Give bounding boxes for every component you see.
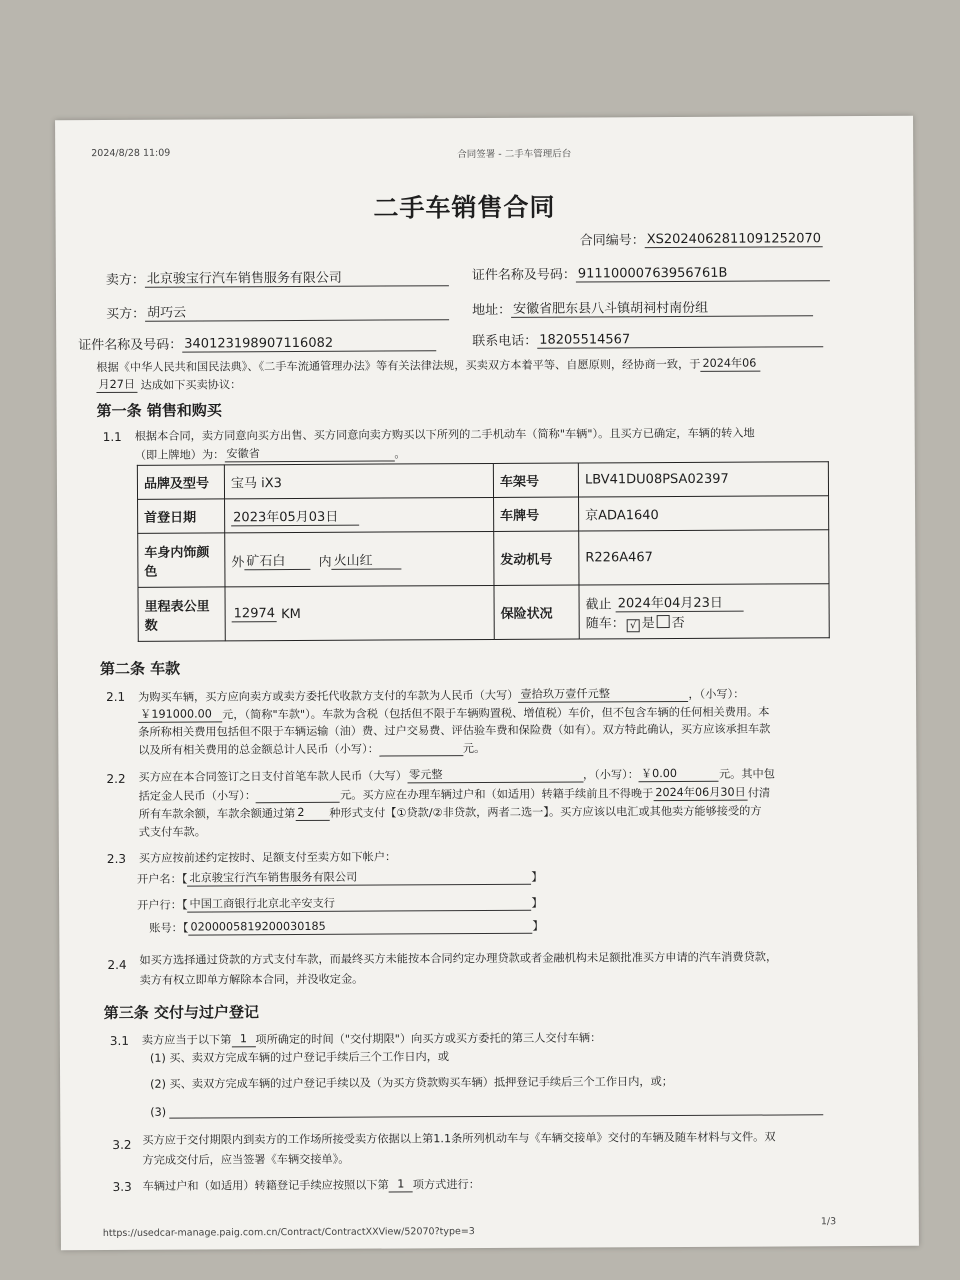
section-1-title: 第一条 销售和购买 bbox=[96, 401, 222, 421]
clause-1-1-number: 1.1 bbox=[102, 429, 122, 445]
print-datetime: 2024/8/28 11:09 bbox=[91, 147, 171, 160]
brand-value: 宝马 iX3 bbox=[224, 463, 493, 498]
first-payment-lower: ￥0.00 bbox=[639, 765, 719, 782]
clause-2-2-number: 2.2 bbox=[106, 771, 126, 786]
seller-name: 北京骏宝行汽车销售服务有限公司 bbox=[145, 266, 449, 288]
final-payment-date: 2024年06月30日 bbox=[653, 784, 748, 801]
engine-label: 发动机号 bbox=[494, 531, 579, 585]
preamble-line-2: 月27日 达成如下买卖协议： bbox=[96, 375, 241, 393]
clause-3-3-line-1: 车辆过户和（如适用）转籍登记手续应按照以下第 1 项方式进行： bbox=[142, 1177, 480, 1193]
agreement-date-a: 2024年06 bbox=[700, 355, 760, 372]
buyer-phone: 18205514567 bbox=[537, 331, 823, 348]
print-url: https://usedcar-manage.paig.com.cn/Contract/ContractXXView/52070?type=3 bbox=[102, 1226, 475, 1240]
transfer-option-number: 1 bbox=[389, 1177, 413, 1192]
agreement-date-b: 月27日 bbox=[96, 376, 137, 393]
clause-2-3-number: 2.3 bbox=[106, 851, 127, 866]
section-3-title: 第三条 交付与过户登记 bbox=[103, 1003, 260, 1023]
delivery-option-number: 1 bbox=[231, 1032, 255, 1047]
delivery-option-3: (3) bbox=[150, 1100, 823, 1119]
vehicle-info-table bbox=[137, 461, 830, 642]
clause-3-2-line-2: 方完成交付后，应当签署《车辆交接单》。 bbox=[142, 1152, 350, 1167]
insurance-label: 保险状况 bbox=[494, 585, 579, 639]
contract-number: 合同编号： XS2024062811091252070 bbox=[580, 228, 823, 248]
vin-label: 车架号 bbox=[493, 463, 578, 497]
contract-page bbox=[55, 116, 919, 1250]
total-amount-blank bbox=[379, 741, 463, 756]
reg-date-label: 首登日期 bbox=[138, 499, 225, 533]
bank-row: 开户行：【 中国工商银行北京北辛安支行 】 bbox=[137, 894, 543, 913]
table-row bbox=[137, 462, 828, 500]
seller-id: 91110000763956761B bbox=[576, 265, 830, 282]
plate-value: 京ADA1640 bbox=[579, 496, 829, 531]
vin-value: LBV41DU08PSA02397 bbox=[578, 462, 828, 497]
clause-1-1-line-1: 根据本合同，卖方同意向买方出售、买方同意向卖方购买以下所列的二手机动车（简称"车辆"）。且买方已确定，车辆的转入地 bbox=[134, 426, 755, 443]
reg-date-value: 2023年05月03日 bbox=[231, 505, 359, 526]
insurance-cell bbox=[579, 584, 829, 639]
page-number: 1/3 bbox=[820, 1216, 837, 1228]
account-name: 北京骏宝行汽车销售服务有限公司 bbox=[187, 868, 531, 887]
buyer-name: 胡巧云 bbox=[145, 300, 449, 322]
preamble-line-1: 根据《中华人民共和国民法典》、《二手车流通管理办法》等有关法律法规，买卖双方本着平等、自愿原则，经协商一致，于 2024年06 bbox=[96, 355, 760, 375]
interior-color: 火山红 bbox=[332, 549, 402, 569]
total-price-upper: 壹拾玖万壹仟元整 bbox=[518, 685, 688, 703]
clause-2-1-line-3: 条所称相关费用包括但不限于车辆运输（油）费、过户交易费、评估验车费和保险费（如有）。双方特此确认，买方应该承担车款 bbox=[138, 722, 771, 739]
account-number: 0200005819200030185 bbox=[188, 919, 532, 936]
table-row bbox=[138, 530, 829, 588]
insurance-until-date: 2024年04月23日 bbox=[616, 591, 744, 612]
insurance-yes-checkbox: √ bbox=[627, 619, 640, 632]
brand-label: 品牌及型号 bbox=[137, 465, 224, 499]
plate-label: 车牌号 bbox=[494, 497, 579, 531]
payment-method-number: 2 bbox=[295, 806, 329, 821]
mileage-cell bbox=[225, 585, 494, 640]
clause-2-2-line-1: 买方应在本合同签订之日支付首笔车款人民币（大写） 零元整 ，（小写）： ￥0.00 元。其中包 bbox=[138, 764, 774, 784]
clause-2-4-line-1: 如买方选择通过贷款的方式支付车款，而最终买方未能按本合同约定办理贷款或者金融机构未足额批准买方申请的汽车消费贷款， bbox=[139, 950, 778, 967]
clause-2-2-line-4: 式支付车款。 bbox=[138, 825, 206, 839]
total-price-lower: ￥191000.00 bbox=[138, 705, 222, 722]
contract-number-value: XS2024062811091252070 bbox=[645, 231, 823, 248]
address-row: 地址： 安徽省肥东县八斗镇胡祠村南份组 bbox=[472, 296, 813, 318]
first-payment-upper: 零元整 bbox=[407, 765, 583, 783]
color-cell: 外 矿石白 内 火山红 bbox=[225, 531, 494, 586]
clause-1-1-line-2: （即上牌地）为： 安徽省 。 bbox=[135, 444, 406, 462]
clause-3-1-line-1: 卖方应当于以下第 1 项所确定的时间（"交付期限"）向买方或买方委托的第三人交付车辆： bbox=[141, 1031, 602, 1047]
clause-2-4-line-2: 卖方有权立即单方解除本合同，并没收定金。 bbox=[139, 972, 364, 987]
bank-name: 中国工商银行北京北辛安支行 bbox=[187, 894, 531, 913]
clause-3-2-number: 3.2 bbox=[112, 1137, 132, 1152]
clause-3-1-number: 3.1 bbox=[109, 1033, 129, 1048]
clause-2-4-number: 2.4 bbox=[107, 957, 127, 972]
delivery-option-2: (2) 买、卖双方完成车辆的过户登记手续以及（为买方贷款购买车辆）抵押登记手续后三个工作日内，或； bbox=[150, 1075, 673, 1091]
insurance-no-checkbox bbox=[657, 615, 670, 628]
seller-row: 卖方： 北京骏宝行汽车销售服务有限公司 bbox=[106, 266, 449, 288]
mileage-label: 里程表公里数 bbox=[138, 587, 225, 641]
buyer-address: 安徽省肥东县八斗镇胡祠村南份组 bbox=[511, 296, 813, 318]
clause-2-1-line-4: 以及所有相关费用的总金额总计人民币（小写）： 元。 bbox=[138, 742, 486, 757]
reg-date-cell bbox=[225, 497, 494, 532]
clause-2-1-line-2: ￥191000.00 元，（简称"车款"）。车款为含税（包括但不限于车辆购置税、增值税）车价，但不包含车辆的任何相关费用。本 bbox=[138, 703, 769, 723]
color-label: 车身内饰颜色 bbox=[138, 533, 225, 587]
phone-row: 联系电话： 18205514567 bbox=[472, 328, 823, 349]
document-title: 二手车销售合同 bbox=[373, 192, 556, 223]
clause-2-2-line-2: 括定金人民币（小写）： 元。买方应在办理车辆过户和（如适用）转籍手续前且不得晚于 2024年06月30日 付清 bbox=[139, 784, 771, 804]
clause-2-2-line-3: 所有车款余额，车款余额通过第 2 种形式支付【①贷款/②非贷款，两者二选一】。买方应该以电汇或其他卖方能够接受的方 bbox=[138, 804, 762, 821]
account-name-row: 开户名：【 北京骏宝行汽车销售服务有限公司 】 bbox=[137, 868, 543, 887]
mileage-unit: KM bbox=[281, 606, 301, 622]
clause-2-1-number: 2.1 bbox=[106, 689, 126, 704]
section-2-title: 第二条 车款 bbox=[99, 659, 181, 679]
account-number-row: 账号：【 0200005819200030185 】 bbox=[149, 919, 544, 935]
seller-id-row: 证件名称及号码： 91110000763956761B bbox=[472, 262, 830, 283]
clause-2-3-line-1: 买方应按前述约定按时、足额支付至卖方如下帐户： bbox=[138, 850, 397, 865]
insurance-follow-row: 随车： √ 是 否 bbox=[585, 615, 685, 631]
clause-2-1-line-1: 为购买车辆，买方应向卖方或卖方委托代收款方支付的车款为人民币（大写） 壹拾玖万壹仟元整 ，（小写）： bbox=[138, 685, 744, 705]
buyer-id-row: 证件名称及号码： 340123198907116082 bbox=[78, 332, 436, 353]
engine-value: R226A467 bbox=[579, 530, 829, 585]
insurance-until-row: 截止 2024年04月23日 bbox=[586, 591, 823, 612]
print-site-title: 合同签署 - 二手车管理后台 bbox=[457, 148, 572, 161]
buyer-id: 340123198907116082 bbox=[182, 335, 436, 352]
clause-3-2-line-1: 买方应于交付期限内到卖方的工作场所接受卖方依据以上第1.1条所列机动车与《车辆交接单》交付的车辆及随车材料与文件。双 bbox=[142, 1130, 776, 1147]
delivery-option-1: (1) 买、卖双方完成车辆的过户登记手续后三个工作日内，或 bbox=[149, 1050, 450, 1065]
clause-3-3-number: 3.3 bbox=[112, 1179, 132, 1194]
exterior-color: 矿石白 bbox=[244, 549, 310, 569]
registration-province: 安徽省 bbox=[224, 444, 394, 462]
table-row bbox=[138, 584, 829, 642]
deposit-blank bbox=[256, 788, 340, 803]
mileage-value: 12974 bbox=[232, 606, 277, 622]
delivery-option-3-blank bbox=[170, 1100, 824, 1118]
buyer-row: 买方： 胡巧云 bbox=[106, 300, 449, 322]
table-row bbox=[138, 496, 829, 534]
